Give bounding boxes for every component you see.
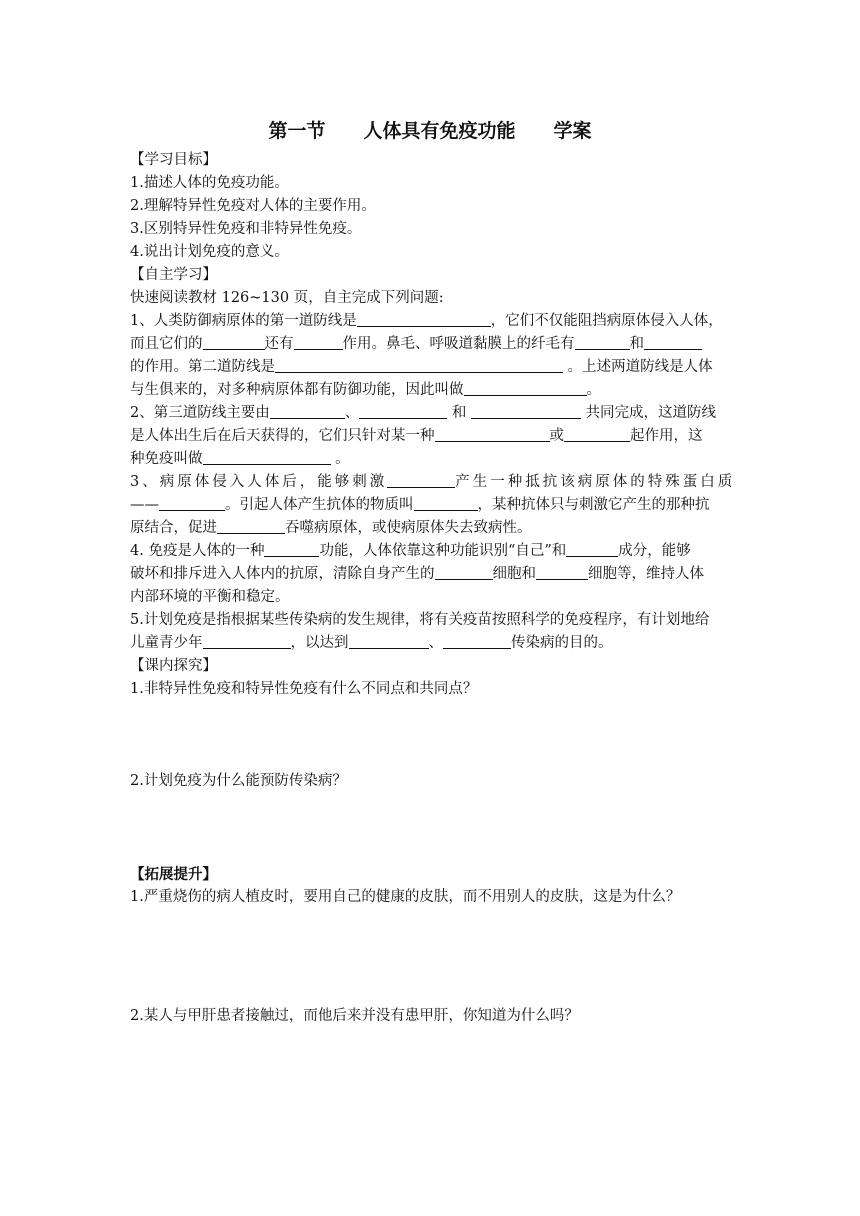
question-2-line-2: 是人体出生后在后天获得的，它们只针对某一种 或 起作用，这 xyxy=(130,428,703,444)
fill-blank[interactable] xyxy=(357,311,491,327)
fill-blank[interactable] xyxy=(564,426,630,442)
question-2-line-1: 2、第三道防线主要由 、 和 共同完成，这道防线 xyxy=(130,405,717,421)
question-5-line-2: 儿童青少年 ，以达到 、 传染病的目的。 xyxy=(130,635,613,651)
fill-blank[interactable] xyxy=(387,472,455,488)
inquiry-heading: 【课内探究】 xyxy=(130,658,217,674)
question-5-line-1: 5.计划免疫是指根据某些传染病的发生规律，将有关疫苗按照科学的免疫程序，有计划地给 xyxy=(130,612,710,628)
fill-blank[interactable] xyxy=(414,495,478,511)
inquiry-question: 2.计划免疫为什么能预防传染病？ xyxy=(130,773,347,789)
fill-blank[interactable] xyxy=(349,633,429,649)
fill-blank[interactable] xyxy=(464,380,587,396)
question-2-line-3: 种免疫叫做 。 xyxy=(130,451,350,467)
inquiry-question: 1.非特异性免疫和特异性免疫有什么不同点和共同点？ xyxy=(130,681,478,697)
fill-blank[interactable] xyxy=(435,426,550,442)
question-1-line-1: 1、人类防御病原体的第一道防线是 ，它们不仅能阻挡病原体侵入人体， xyxy=(130,313,723,329)
objective-item: 4.说出计划免疫的意义。 xyxy=(130,244,289,260)
question-4-line-3: 内部环境的平衡和稳定。 xyxy=(130,589,290,605)
fill-blank[interactable] xyxy=(294,334,343,350)
fill-blank[interactable] xyxy=(217,518,285,534)
extension-heading: 【拓展提升】 xyxy=(130,866,217,883)
fill-blank[interactable] xyxy=(270,403,345,419)
objectives-heading: 【学习目标】 xyxy=(130,152,217,168)
question-3-line-1: 3、病原体侵入人体后，能够刺激 产生一种抵抗该病原体的特殊蛋白质 xyxy=(130,474,736,490)
self-study-heading: 【自主学习】 xyxy=(130,267,217,283)
question-3-line-2: —— 。引起人体产生抗体的物质叫 ，某种抗体只与刺激它产生的那种抗 xyxy=(130,497,710,513)
page-title: 第一节 人体具有免疫功能 学案 xyxy=(268,120,592,142)
fill-blank[interactable] xyxy=(443,633,511,649)
fill-blank[interactable] xyxy=(159,495,225,511)
self-study-intro: 快速阅读教材 126~130 页，自主完成下列问题: xyxy=(130,290,444,306)
fill-blank[interactable] xyxy=(566,541,618,557)
extension-question: 2.某人与甲肝患者接触过，而他后来并没有患甲肝，你知道为什么吗？ xyxy=(130,1008,579,1024)
fill-blank[interactable] xyxy=(471,403,581,419)
fill-blank[interactable] xyxy=(536,564,588,580)
fill-blank[interactable] xyxy=(264,541,319,557)
fill-blank[interactable] xyxy=(203,334,265,350)
objective-item: 2.理解特异性免疫对人体的主要作用。 xyxy=(130,198,376,214)
objective-item: 1.描述人体的免疫功能。 xyxy=(130,175,289,191)
fill-blank[interactable] xyxy=(359,403,447,419)
fill-blank[interactable] xyxy=(275,357,563,373)
question-4-line-2: 破坏和排斥进入人体内的抗原，清除自身产生的 细胞和 细胞等，维持人体 xyxy=(130,566,704,582)
question-3-line-3: 原结合，促进 吞噬病原体，或使病原体失去致病性。 xyxy=(130,520,532,536)
fill-blank[interactable] xyxy=(644,334,702,350)
question-1-line-2: 而且它们的 还有 作用。鼻毛、呼吸道黏膜上的纤毛有 和 xyxy=(130,333,735,356)
question-4-line-1: 4. 免疫是人体的一种 功能，人体依靠这种功能识别“自己”和 成分，能够 xyxy=(130,543,691,559)
question-1-line-4: 与生俱来的，对多种病原体都有防御功能，因此叫做 。 xyxy=(130,382,601,398)
fill-blank[interactable] xyxy=(435,564,493,580)
question-1-line-3: 的作用。第二道防线是 。上述两道防线是人体 xyxy=(130,359,713,375)
fill-blank[interactable] xyxy=(203,633,291,649)
objective-item: 3.区别特异性免疫和非特异性免疫。 xyxy=(130,221,362,237)
fill-blank[interactable] xyxy=(203,449,331,465)
fill-blank[interactable] xyxy=(575,334,630,350)
extension-question: 1.严重烧伤的病人植皮时，要用自己的健康的皮肤，而不用别人的皮肤，这是为什么？ xyxy=(130,889,681,905)
